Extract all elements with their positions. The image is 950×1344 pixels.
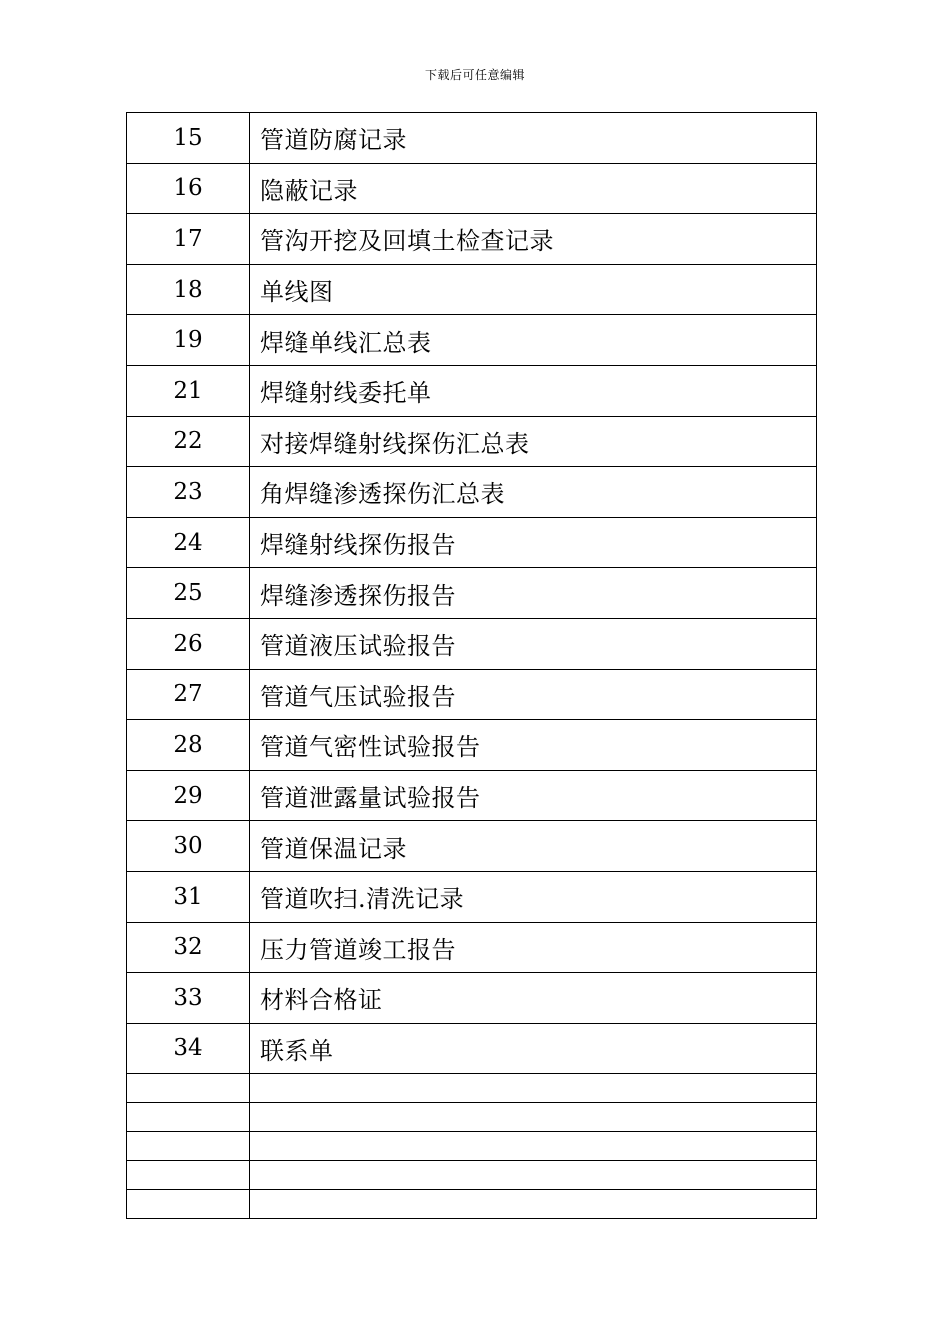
table-row bbox=[127, 821, 817, 872]
table-row bbox=[127, 922, 817, 973]
row-document-name: 角焊缝渗透探伤汇总表 bbox=[250, 467, 817, 518]
row-number: 31 bbox=[127, 871, 250, 922]
empty-cell bbox=[127, 1103, 250, 1132]
row-number: 18 bbox=[127, 264, 250, 315]
row-document-name: 管沟开挖及回填土检查记录 bbox=[250, 214, 817, 265]
table-body bbox=[127, 113, 817, 1219]
row-document-name: 管道防腐记录 bbox=[250, 113, 817, 164]
table-row bbox=[127, 365, 817, 416]
table-row bbox=[127, 871, 817, 922]
row-document-name: 单线图 bbox=[250, 264, 817, 315]
row-number: 34 bbox=[127, 1023, 250, 1074]
row-document-name: 材料合格证 bbox=[250, 973, 817, 1024]
table-row bbox=[127, 467, 817, 518]
table-row bbox=[127, 264, 817, 315]
row-number: 28 bbox=[127, 720, 250, 771]
table-row bbox=[127, 1023, 817, 1074]
row-document-name: 管道吹扫.清洗记录 bbox=[250, 871, 817, 922]
table-row bbox=[127, 618, 817, 669]
table-row bbox=[127, 315, 817, 366]
empty-cell bbox=[250, 1190, 817, 1219]
row-number: 33 bbox=[127, 973, 250, 1024]
empty-cell bbox=[127, 1074, 250, 1103]
row-number: 19 bbox=[127, 315, 250, 366]
row-number: 16 bbox=[127, 163, 250, 214]
row-document-name: 隐蔽记录 bbox=[250, 163, 817, 214]
table-row bbox=[127, 214, 817, 265]
table-row bbox=[127, 770, 817, 821]
table-row bbox=[127, 416, 817, 467]
row-document-name: 压力管道竣工报告 bbox=[250, 922, 817, 973]
row-document-name: 管道泄露量试验报告 bbox=[250, 770, 817, 821]
table-row bbox=[127, 163, 817, 214]
row-number: 25 bbox=[127, 568, 250, 619]
row-document-name: 管道气密性试验报告 bbox=[250, 720, 817, 771]
row-document-name: 焊缝射线委托单 bbox=[250, 365, 817, 416]
table-row bbox=[127, 973, 817, 1024]
row-number: 17 bbox=[127, 214, 250, 265]
empty-table-row bbox=[127, 1074, 817, 1103]
empty-table-row bbox=[127, 1161, 817, 1190]
table-row bbox=[127, 568, 817, 619]
row-number: 23 bbox=[127, 467, 250, 518]
row-number: 21 bbox=[127, 365, 250, 416]
row-document-name: 焊缝单线汇总表 bbox=[250, 315, 817, 366]
empty-cell bbox=[127, 1161, 250, 1190]
empty-table-row bbox=[127, 1132, 817, 1161]
row-document-name: 管道气压试验报告 bbox=[250, 669, 817, 720]
row-number: 22 bbox=[127, 416, 250, 467]
row-document-name: 焊缝射线探伤报告 bbox=[250, 517, 817, 568]
table-row bbox=[127, 517, 817, 568]
row-document-name: 管道液压试验报告 bbox=[250, 618, 817, 669]
empty-cell bbox=[127, 1190, 250, 1219]
empty-table-row bbox=[127, 1190, 817, 1219]
empty-cell bbox=[127, 1132, 250, 1161]
table-row bbox=[127, 720, 817, 771]
row-number: 27 bbox=[127, 669, 250, 720]
empty-cell bbox=[250, 1132, 817, 1161]
page-header-note: 下载后可任意编辑 bbox=[424, 68, 525, 82]
document-list-table bbox=[126, 112, 817, 1219]
row-number: 32 bbox=[127, 922, 250, 973]
table-row bbox=[127, 669, 817, 720]
row-document-name: 联系单 bbox=[250, 1023, 817, 1074]
row-number: 30 bbox=[127, 821, 250, 872]
empty-cell bbox=[250, 1103, 817, 1132]
row-number: 24 bbox=[127, 517, 250, 568]
row-document-name: 对接焊缝射线探伤汇总表 bbox=[250, 416, 817, 467]
row-document-name: 焊缝渗透探伤报告 bbox=[250, 568, 817, 619]
table-row bbox=[127, 113, 817, 164]
empty-table-row bbox=[127, 1103, 817, 1132]
row-number: 26 bbox=[127, 618, 250, 669]
empty-cell bbox=[250, 1074, 817, 1103]
empty-cell bbox=[250, 1161, 817, 1190]
row-document-name: 管道保温记录 bbox=[250, 821, 817, 872]
row-number: 29 bbox=[127, 770, 250, 821]
row-number: 15 bbox=[127, 113, 250, 164]
